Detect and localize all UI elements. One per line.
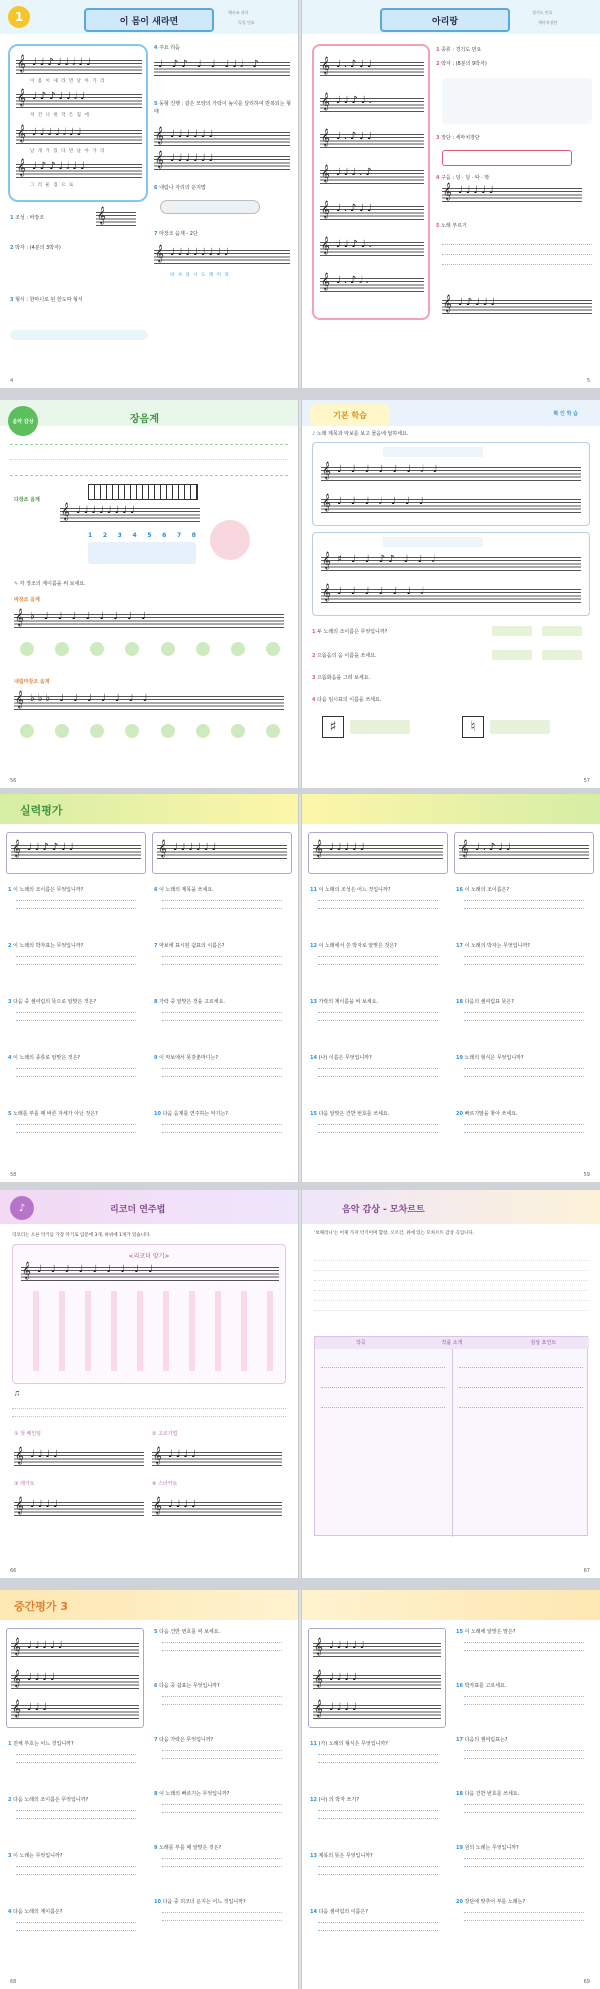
lyrics-2: 저 건 너 편 작 은 집 에 bbox=[30, 113, 90, 118]
sec-1: 1 조성 : 바장조 bbox=[10, 215, 45, 221]
sec-7: 7 마장조 음계 - 2단 bbox=[154, 231, 198, 237]
answer-line[interactable] bbox=[16, 1012, 136, 1013]
header-band bbox=[302, 794, 600, 824]
question-17: 17 다음의 셈여림표는? bbox=[456, 1737, 508, 1743]
spread-1 bbox=[0, 0, 600, 388]
label-2: ② 고르기법 bbox=[152, 1431, 178, 1437]
answer-circles-a bbox=[20, 642, 280, 656]
sec-5: 5 노래 부르기 bbox=[436, 223, 467, 229]
intro: 리코더는 오른 악기를 가장 악기로 입문에 3개, 하위에 1개가 있습니다. bbox=[12, 1233, 151, 1238]
meter-explain bbox=[442, 78, 592, 124]
score-b: 𝄞 ♯ ♩ ♩ ♪♪ ♩ ♩ 𝅗𝅥 𝄞 ♩ ♩ ♩ ♩ ♩ ♩ 𝅗𝅥 bbox=[312, 532, 590, 616]
intro-text bbox=[10, 444, 288, 476]
melody-staff: 𝄞 ♩♩♩♩♩ bbox=[442, 188, 582, 202]
sec-3: 3 형식 : 한마디로 된 한도막 형식 bbox=[10, 297, 83, 303]
answer-line[interactable] bbox=[162, 1704, 282, 1705]
answer-2a[interactable] bbox=[492, 650, 532, 660]
lesson-number: 1 bbox=[8, 6, 30, 28]
credit: 경기도 민요 bbox=[532, 10, 553, 15]
answer-line[interactable] bbox=[464, 1124, 584, 1125]
natural-symbol: ♮ bbox=[462, 716, 484, 738]
janggu-pattern bbox=[442, 150, 572, 166]
page-title: 실력평가 bbox=[20, 804, 63, 817]
staff-b: 𝄞 ♭♭♭ ♩ ♩ ♩ ♩ ♩ ♩ ♩ bbox=[14, 696, 284, 710]
question-19: 19 원의 노래는 무엇입니까? bbox=[456, 1845, 519, 1851]
answer-line[interactable] bbox=[318, 1020, 438, 1021]
sec-1: 1 종류 : 경기도 민요 bbox=[436, 47, 482, 53]
song-title: 이 몸이 새라면 bbox=[84, 8, 214, 32]
answer-line[interactable] bbox=[16, 908, 136, 909]
answer-line[interactable] bbox=[16, 900, 136, 901]
label-a: 바장조 음계 bbox=[14, 597, 40, 603]
question-6: 6 이 노래의 제목을 쓰세요. bbox=[154, 887, 214, 893]
question-12: 12 이 노래에서 쓴 박자로 알맞은 것은? bbox=[310, 943, 397, 949]
section-badge: 기본 학습 bbox=[310, 404, 390, 426]
question-11: 11 (가) 노래의 형식은 무엇입니까? bbox=[310, 1741, 388, 1747]
staff-7: 𝄞 ♩.♪𝅗𝅥. bbox=[320, 278, 424, 292]
staff-4: 𝄞 ♩♪♪♩𝅗𝅥♩♩ bbox=[16, 164, 142, 178]
question-15: 15 다음 알맞은 건반 번호를 쓰세요. bbox=[310, 1111, 390, 1117]
info-table: 작곡 작품 소개 감상 포인트 bbox=[314, 1336, 588, 1536]
staff-1: 𝄞 ♩♩♪♩♩𝅗𝅥♩♩ bbox=[16, 60, 142, 74]
question-1: 1 이 노래의 조이름은 무엇입니까? bbox=[8, 887, 84, 893]
answer-2b[interactable] bbox=[542, 650, 582, 660]
question-7: 7 악보에 표시된 쉼표의 이름은? bbox=[154, 943, 225, 949]
answer-line[interactable] bbox=[318, 1874, 438, 1875]
sec-4: 4 주요 리듬 bbox=[154, 45, 180, 51]
answer-4b[interactable] bbox=[490, 720, 550, 734]
answer-line[interactable] bbox=[318, 900, 438, 901]
answer-line[interactable] bbox=[464, 1750, 584, 1751]
answer-line[interactable] bbox=[318, 1762, 438, 1763]
answer-line[interactable] bbox=[162, 1920, 282, 1921]
answer-line[interactable] bbox=[162, 1758, 282, 1759]
answer-line[interactable] bbox=[162, 1912, 282, 1913]
answer-line[interactable] bbox=[464, 1758, 584, 1759]
answer-line[interactable] bbox=[16, 1810, 136, 1811]
answer-line[interactable] bbox=[464, 1912, 584, 1913]
subtitle: 확 인 학 습 bbox=[553, 411, 578, 417]
answer-line[interactable] bbox=[162, 900, 282, 901]
answer-circles-b bbox=[20, 724, 280, 738]
answer-line[interactable] bbox=[318, 1124, 438, 1125]
answer-line[interactable] bbox=[464, 1132, 584, 1133]
answer-line[interactable] bbox=[464, 908, 584, 909]
recorder-fingering bbox=[160, 200, 260, 214]
staff-3: 𝄞 ♩♩♩♩ bbox=[14, 1502, 144, 1516]
answer-line[interactable] bbox=[464, 964, 584, 965]
instruction: ✎ 각 장조의 계이름을 써 보세요. bbox=[14, 581, 86, 587]
instructions bbox=[442, 236, 592, 276]
question-15: 15 이 노래에 알맞은 말은? bbox=[456, 1629, 516, 1635]
answer-line[interactable] bbox=[464, 1650, 584, 1651]
page-59 bbox=[302, 794, 600, 1182]
degree-row: 1 2 3 4 5 6 7 8 bbox=[88, 532, 196, 539]
question-2: 2 이 노래의 박자표는 무엇입니까? bbox=[8, 943, 84, 949]
answer-line[interactable] bbox=[464, 1866, 584, 1867]
answer-line[interactable] bbox=[16, 1754, 136, 1755]
answer-line[interactable] bbox=[16, 1818, 136, 1819]
sec-4: 4 구음 : 덩 · 덩 · 따 · 딱 bbox=[436, 175, 490, 181]
sec-3: 3 장단 : 세마치장단 bbox=[436, 135, 480, 141]
question-7: 7 다음 가락은 무엇입니까? bbox=[154, 1737, 214, 1743]
page-number: 4 bbox=[10, 378, 14, 384]
page-title: 음악 감상 - 모차르트 bbox=[342, 1205, 425, 1215]
page-5 bbox=[302, 0, 600, 388]
spread-4 bbox=[0, 1190, 600, 1578]
page-number: 68 bbox=[10, 1979, 17, 1985]
question-12: 12 (나) 의 박자 쓰기? bbox=[310, 1797, 359, 1803]
sec-2: 2 박자 : (4분의 3박자) bbox=[10, 245, 61, 251]
lyrics-4: 그 리 운 집 으 로 bbox=[30, 183, 75, 188]
question-18: 18 다음의 셈여림표 뜻은? bbox=[456, 999, 514, 1005]
question-4: 4 다음 노래의 계이름은? bbox=[8, 1909, 63, 1915]
answer-line[interactable] bbox=[16, 964, 136, 965]
cat-icon: ♪ bbox=[10, 1196, 34, 1220]
staff-2: 𝄞 ♩♪♪♩♩𝅗𝅥♩ bbox=[16, 94, 142, 108]
answer-line[interactable] bbox=[16, 1020, 136, 1021]
page-number: 58 bbox=[10, 1172, 17, 1178]
page-number: 56 bbox=[10, 778, 17, 784]
answer-line[interactable] bbox=[464, 956, 584, 957]
answer-line[interactable] bbox=[162, 1650, 282, 1651]
staff-3: 𝄞 ♩.♪♩♩ bbox=[320, 134, 424, 148]
question-16: 16 박자표를 고르세요. bbox=[456, 1683, 507, 1689]
page-57 bbox=[302, 400, 600, 788]
staff-1: 𝄞 ♩♩♩♩ bbox=[14, 1452, 144, 1466]
question-20: 20 장단에 맞추어 부를 노래는? bbox=[456, 1899, 526, 1905]
page-title: 리코더 연주법 bbox=[110, 1205, 166, 1215]
answer-line[interactable] bbox=[464, 1804, 584, 1805]
page-title: 중간평가 3 bbox=[14, 1600, 68, 1613]
answer-1b[interactable] bbox=[542, 626, 582, 636]
form-bar bbox=[10, 330, 148, 340]
score-a: 𝄞 ♩♩♩♩♩ bbox=[308, 832, 448, 874]
answer-line[interactable] bbox=[16, 1866, 136, 1867]
spread-5 bbox=[0, 1590, 600, 1989]
score-box bbox=[312, 44, 430, 320]
question-4: 4 이 노래의 종류로 알맞은 것은? bbox=[8, 1055, 81, 1061]
sequence-staff-2: 𝄞 ♩♩♩♩♩♩ bbox=[154, 156, 290, 170]
piano-keys bbox=[88, 484, 198, 500]
question-3: 3 이 노래는 무엇입니까? bbox=[8, 1853, 63, 1859]
answer-line[interactable] bbox=[162, 1020, 282, 1021]
scale-label: 다장조 음계 bbox=[14, 497, 40, 503]
spread-2 bbox=[0, 400, 600, 788]
question-2: 2 다음 노래의 조이름은 무엇입니까? bbox=[8, 1797, 89, 1803]
label-4: ④ 스타카토 bbox=[152, 1481, 178, 1487]
question-20: 20 빠르기말을 찾아 쓰세요. bbox=[456, 1111, 518, 1117]
question-16: 16 이 노래의 조이름은? bbox=[456, 887, 510, 893]
question-6: 6 다음 중 쉼표는 무엇입니까? bbox=[154, 1683, 220, 1689]
staff-2: 𝄞 ♩♩♩♩ bbox=[152, 1452, 282, 1466]
answer-line[interactable] bbox=[16, 1076, 136, 1077]
answer-line[interactable] bbox=[162, 1076, 282, 1077]
answer-line[interactable] bbox=[318, 1818, 438, 1819]
example-staff: 𝄞 ♩♪♩♩♩ bbox=[442, 300, 592, 314]
header-band bbox=[302, 1590, 600, 1620]
page-number: 59 bbox=[583, 1172, 590, 1178]
answer-line[interactable] bbox=[318, 956, 438, 957]
page-68 bbox=[0, 1590, 298, 1989]
answer-line[interactable] bbox=[16, 1132, 136, 1133]
staff-5: 𝄞 ♩.♪♩♩ bbox=[320, 206, 424, 220]
answer-line[interactable] bbox=[16, 1930, 136, 1931]
scale-staff: 𝄞 ♩♩♩♩♩♩♩♩ bbox=[154, 250, 290, 264]
rhythm-staff: ♩ ♪♪ ♩ ♩ ♩♩𝅗𝅥 ♪ bbox=[154, 62, 290, 76]
staff-6: 𝄞 ♩♩♪♩. bbox=[320, 242, 424, 256]
answer-line[interactable] bbox=[162, 1866, 282, 1867]
question-13: 13 제목의 뜻은 무엇입니까? bbox=[310, 1853, 373, 1859]
page-4 bbox=[0, 0, 298, 388]
answer-line[interactable] bbox=[162, 1642, 282, 1643]
score-a: 𝄞 ♩♩♩♩♩ 𝄞 ♩♩♩♩ 𝄞 ♩♩♩ bbox=[6, 1628, 144, 1728]
question-11: 11 이 노래의 조성은 어느 것입니까? bbox=[310, 887, 391, 893]
score-b: 𝄞 ♩♩♩♩♩♩ bbox=[152, 832, 292, 874]
question-9: 9 이 악보에서 못갖춘마디는? bbox=[154, 1055, 219, 1061]
answer-line[interactable] bbox=[464, 1920, 584, 1921]
answer-line[interactable] bbox=[162, 1696, 282, 1697]
label-b: 내림마장조 음계 bbox=[14, 679, 50, 685]
answer-line[interactable] bbox=[464, 1020, 584, 1021]
q2: 2 으뜸음의 음 이름을 쓰세요. bbox=[312, 653, 377, 659]
answer-line[interactable] bbox=[318, 1132, 438, 1133]
staff-a: 𝄞 ♭ ♩ ♩ ♩ ♩ ♩ ♩ ♩ ♩ bbox=[14, 614, 284, 628]
label-3: ③ 레가토 bbox=[14, 1481, 35, 1487]
q4: 4 다음 임시표의 이름을 쓰세요. bbox=[312, 697, 382, 703]
question-8: 8 가락 중 알맞은 것을 고르세요. bbox=[154, 999, 225, 1005]
answer-line[interactable] bbox=[318, 1930, 438, 1931]
answer-line[interactable] bbox=[162, 1804, 282, 1805]
page-67 bbox=[302, 1190, 600, 1578]
page-number: 66 bbox=[10, 1568, 17, 1574]
answer-line[interactable] bbox=[318, 908, 438, 909]
staff-4: 𝄞 ♩♩♩.♪ bbox=[320, 170, 424, 184]
question-9: 9 노래를 부를 때 알맞은 것은? bbox=[154, 1845, 222, 1851]
staff-1: 𝄞 ♩.♪♩♩ bbox=[320, 62, 424, 76]
recorder-score: <리코더 맞기> 𝄞 ♩ ♩ ♩ ♩ ♩ ♩ ♩ ♩ ♩ bbox=[12, 1244, 286, 1384]
answer-line[interactable] bbox=[162, 1012, 282, 1013]
score-a: 𝄞 ♩ ♩ ♩ ♩ ♩ ♩ 𝅗𝅥 ♩ 𝄞 ♩ ♩ ♩ 𝅗𝅥 ♩ ♩ ♩ bbox=[312, 442, 590, 526]
answer-line[interactable] bbox=[162, 1812, 282, 1813]
question-17: 17 이 노래의 박자는 무엇입니까? bbox=[456, 943, 530, 949]
answer-line[interactable] bbox=[318, 1754, 438, 1755]
answer-line[interactable] bbox=[318, 1866, 438, 1867]
answer-line[interactable] bbox=[464, 1076, 584, 1077]
question-3: 3 다음 중 셈여림의 뜻으로 알맞은 것은? bbox=[8, 999, 97, 1005]
scale-names: 바 사 라 시 도 레 미 파 bbox=[170, 273, 230, 278]
answer-line[interactable] bbox=[318, 1922, 438, 1923]
question-5: 5 노래를 부를 때 바른 자세가 아닌 것은? bbox=[8, 1111, 98, 1117]
answer-line[interactable] bbox=[464, 1704, 584, 1705]
score-a: 𝄞 ♩♩♩♩♩ 𝄞 ♩♩♩♩ 𝄞 ♩♩♩♩ bbox=[308, 1628, 446, 1728]
intro: '보체리니'는 어제 가지 악기이며 합창, 오르간, 위에 있는 모차르트 감상 곡입니다. bbox=[314, 1231, 475, 1236]
pig-illustration bbox=[210, 520, 250, 560]
question-14: 14 다음 셈여림의 이름은? bbox=[310, 1909, 368, 1915]
answer-line[interactable] bbox=[162, 1132, 282, 1133]
answer-line[interactable] bbox=[162, 1750, 282, 1751]
credit: 채사조 작사 bbox=[228, 10, 249, 15]
answer-line[interactable] bbox=[16, 1922, 136, 1923]
answer-line[interactable] bbox=[16, 1124, 136, 1125]
name-table bbox=[88, 542, 196, 564]
body-text bbox=[314, 1250, 588, 1330]
page-number: 67 bbox=[583, 1568, 590, 1574]
answer-line[interactable] bbox=[318, 1068, 438, 1069]
score-a: 𝄞 ♩♩♪♪♩♩ bbox=[6, 832, 146, 874]
lyrics-1: 이 몸 이 새 라 면 날 아 가 리 bbox=[30, 79, 106, 84]
question-14: 14 (나) 이름은 무엇입니까? bbox=[310, 1055, 372, 1061]
answer-line[interactable] bbox=[16, 1762, 136, 1763]
sharp-symbol: ♯ bbox=[322, 716, 344, 738]
answer-line[interactable] bbox=[464, 1068, 584, 1069]
answer-line[interactable] bbox=[16, 1874, 136, 1875]
question-13: 13 가락의 계이름을 써 보세요. bbox=[310, 999, 379, 1005]
question-1: 1 전체 부호는 어느 것입니까? bbox=[8, 1741, 74, 1747]
page-69 bbox=[302, 1590, 600, 1989]
score-b: 𝄞 ♩.♪♩♩ bbox=[454, 832, 594, 874]
label-1: ① 첫 페인팅 bbox=[14, 1431, 41, 1437]
sec-6: 6 내림나 자리의 운지법 bbox=[154, 185, 206, 191]
page-56 bbox=[0, 400, 298, 788]
answer-line[interactable] bbox=[162, 1068, 282, 1069]
answer-1a[interactable] bbox=[492, 626, 532, 636]
prompt: ♪ 노래 제목과 악보를 보고 물음에 답하세요. bbox=[312, 431, 409, 437]
spread-3 bbox=[0, 794, 600, 1182]
answer-line[interactable] bbox=[464, 1642, 584, 1643]
answer-line[interactable] bbox=[162, 964, 282, 965]
answer-4a[interactable] bbox=[350, 720, 410, 734]
practice-label: 🎵 bbox=[14, 1391, 21, 1397]
answer-line[interactable] bbox=[464, 1812, 584, 1813]
credit-2: 독일 민요 bbox=[238, 20, 255, 25]
answer-line[interactable] bbox=[318, 964, 438, 965]
answer-line[interactable] bbox=[16, 956, 136, 957]
answer-line[interactable] bbox=[162, 1124, 282, 1125]
question-10: 10 다음 중 리코더 운지는 어느 것입니까? bbox=[154, 1899, 246, 1905]
answer-line[interactable] bbox=[464, 1012, 584, 1013]
staff-3: 𝄞 ♩♩♩♩𝅗𝅥♩♩ bbox=[16, 130, 142, 144]
question-5: 5 다음 건반 번호를 써 보세요. bbox=[154, 1629, 221, 1635]
section-badge: 음악 감상 bbox=[8, 406, 38, 436]
score-box bbox=[8, 44, 148, 202]
sec-5: 5 동형 진행 : 같은 모양의 가락이 높이를 달리하여 반복되는 형태 bbox=[154, 101, 291, 115]
keysig-staff: 𝄞 bbox=[96, 212, 136, 226]
sequence-staff-1: 𝄞 ♩♩♩♩♩♩ bbox=[154, 132, 290, 146]
credit-2: 세마치장단 bbox=[538, 20, 558, 25]
song-title: 아리랑 bbox=[380, 8, 510, 32]
page-number: 5 bbox=[586, 378, 590, 384]
question-10: 10 다음 음계를 연주하는 악기는? bbox=[154, 1111, 228, 1117]
question-8: 8 이 노래의 빠르기는 무엇입니까? bbox=[154, 1791, 230, 1797]
answer-line[interactable] bbox=[162, 908, 282, 909]
lyrics-3: 날 개 가 있 다 면 날 아 가 리 bbox=[30, 149, 106, 154]
answer-line[interactable] bbox=[318, 1012, 438, 1013]
answer-line[interactable] bbox=[162, 1858, 282, 1859]
staff-4: 𝄞 ♩♩♩♩ bbox=[152, 1502, 282, 1516]
answer-line[interactable] bbox=[318, 1076, 438, 1077]
page-66 bbox=[0, 1190, 298, 1578]
page-number: 57 bbox=[583, 778, 590, 784]
q1: 1 두 노래의 조이름은 무엇입니까? bbox=[312, 629, 388, 635]
page-58 bbox=[0, 794, 298, 1182]
staff-2: 𝄞 ♩♩♪♩. bbox=[320, 98, 424, 112]
answer-line[interactable] bbox=[464, 1696, 584, 1697]
practice-text bbox=[12, 1402, 286, 1422]
answer-line[interactable] bbox=[16, 1068, 136, 1069]
answer-line[interactable] bbox=[464, 900, 584, 901]
answer-line[interactable] bbox=[464, 1858, 584, 1859]
q3: 3 으뜸화음을 그려 보세요. bbox=[312, 675, 371, 681]
answer-line[interactable] bbox=[318, 1810, 438, 1811]
page-title: 장음계 bbox=[130, 414, 159, 425]
sec-2: 2 박자 : (8분의 9박자) bbox=[436, 61, 487, 67]
scale-staff: 𝄞 ♩♩♩♩♩♩♩♩ bbox=[60, 508, 200, 522]
question-18: 18 다음 건반 번호를 쓰세요. bbox=[456, 1791, 520, 1797]
question-19: 19 노래의 형식은 무엇입니까? bbox=[456, 1055, 524, 1061]
page-number: 69 bbox=[583, 1979, 590, 1985]
answer-line[interactable] bbox=[162, 956, 282, 957]
